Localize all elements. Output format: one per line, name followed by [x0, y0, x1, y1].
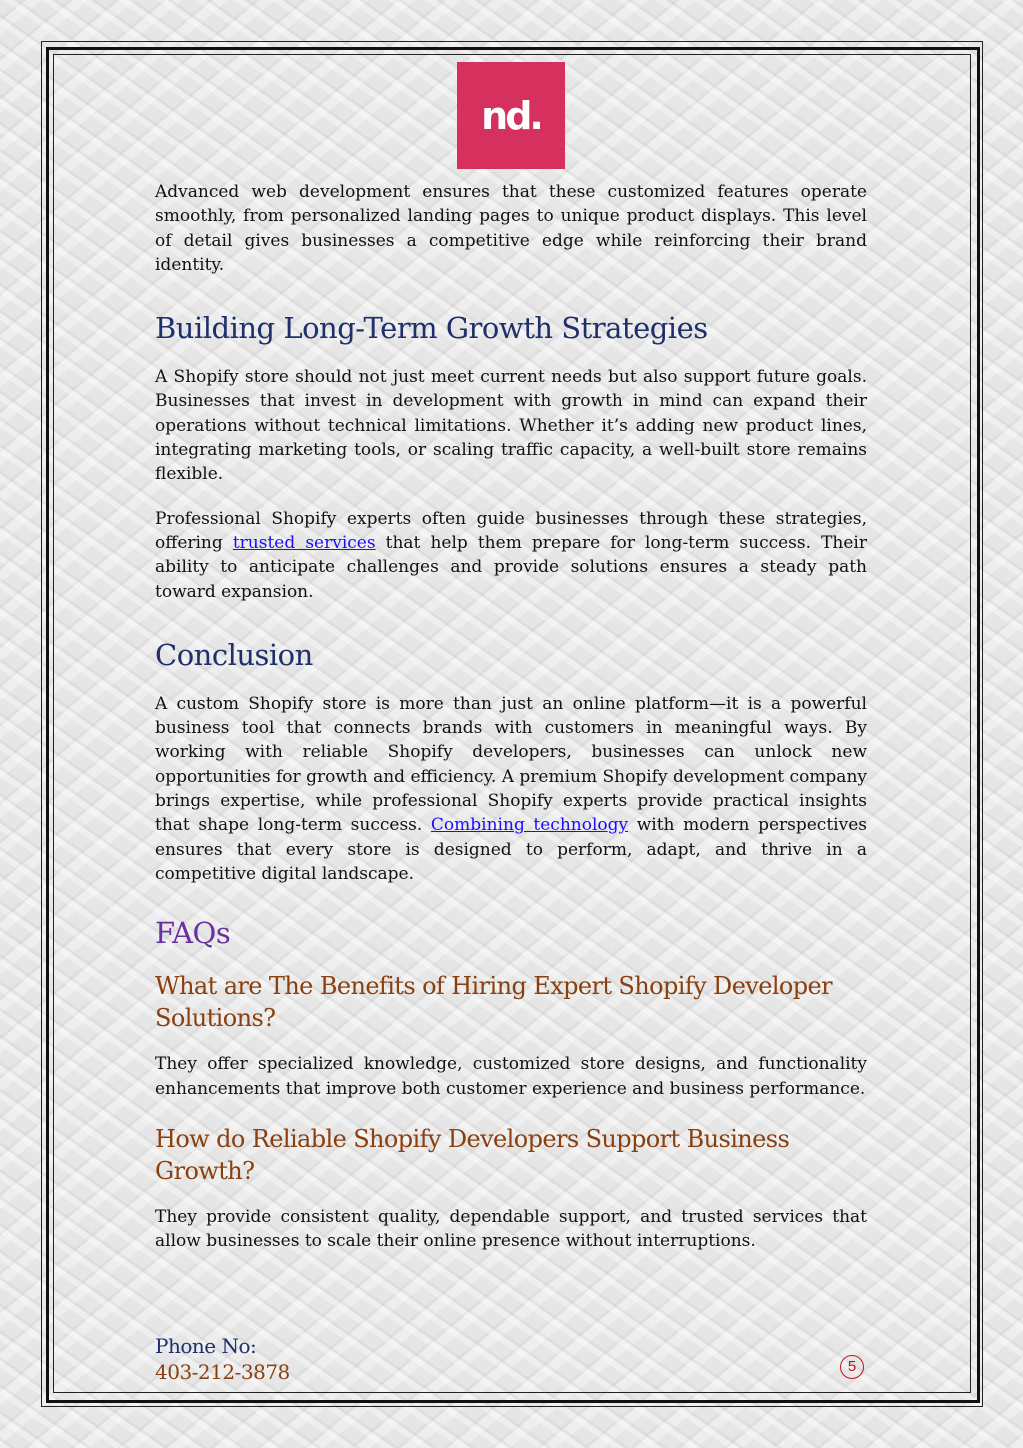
document-body: [155, 180, 867, 1253]
text: A custom Shopify store is more than just an online platform—it is a powerful business tool that connects brands with customers in meaningful ways. By working with reliable Shopify developers, businesses can unlock new opportunities for growth and efficiency. A premium Shopify development company brings expertise, while professional Shopify experts provide practical insights that shape long-term success.: [155, 693, 867, 836]
page-number: 5: [840, 1355, 864, 1379]
faq-question: How do Reliable Shopify Developers Support Business Growth?: [155, 1124, 790, 1185]
phone-number: 403-212-3878: [155, 1360, 290, 1384]
growth-paragraph-2: [155, 507, 867, 604]
intro-paragraph: Advanced web development ensures that these customized features operate smoothly, from personalized landing pages to unique product displays. This level of detail gives businesses a competitive edge while reinforcing their brand identity.: [155, 182, 867, 275]
conclusion-paragraph: [155, 692, 867, 886]
faq-answer: They provide consistent quality, dependable support, and trusted services that allow businesses to scale their online presence without interruptions.: [155, 1206, 867, 1252]
heading-conclusion: Conclusion: [155, 637, 313, 672]
logo-text: nd.: [481, 93, 541, 138]
company-logo: [457, 62, 565, 169]
combining-technology-link[interactable]: Combining technology: [430, 815, 629, 836]
faq-answer: They offer specialized knowledge, customized store designs, and functionality enhancements that improve both customer experience and business performance.: [155, 1054, 867, 1099]
text: that help them prepare for long-term success. Their ability to anticipate challenges and provide solutions ensures a steady path toward expansion.: [155, 532, 867, 602]
heading-growth: Building Long-Term Growth Strategies: [155, 311, 708, 346]
heading-faqs: FAQs: [155, 916, 231, 951]
phone-label: Phone No:: [155, 1334, 257, 1358]
text: Professional Shopify experts often guide businesses through these strategies, offering: [155, 508, 867, 553]
growth-paragraph-1: A Shopify store should not just meet current needs but also support future goals. Businesses that invest in development with growth in mind can expand their operations without technical limitations. Whether it’s adding new product lines, integrating marketing tools, or scaling traffic capacity, a well-built store remains flexible.: [155, 367, 867, 485]
text: with modern perspectives ensures that every store is designed to perform, adapt, and thrive in a competitive digital landscape.: [155, 815, 867, 884]
faq-question: What are The Benefits of Hiring Expert Shopify Developer Solutions?: [155, 972, 833, 1033]
trusted-services-link[interactable]: trusted services: [232, 532, 376, 553]
